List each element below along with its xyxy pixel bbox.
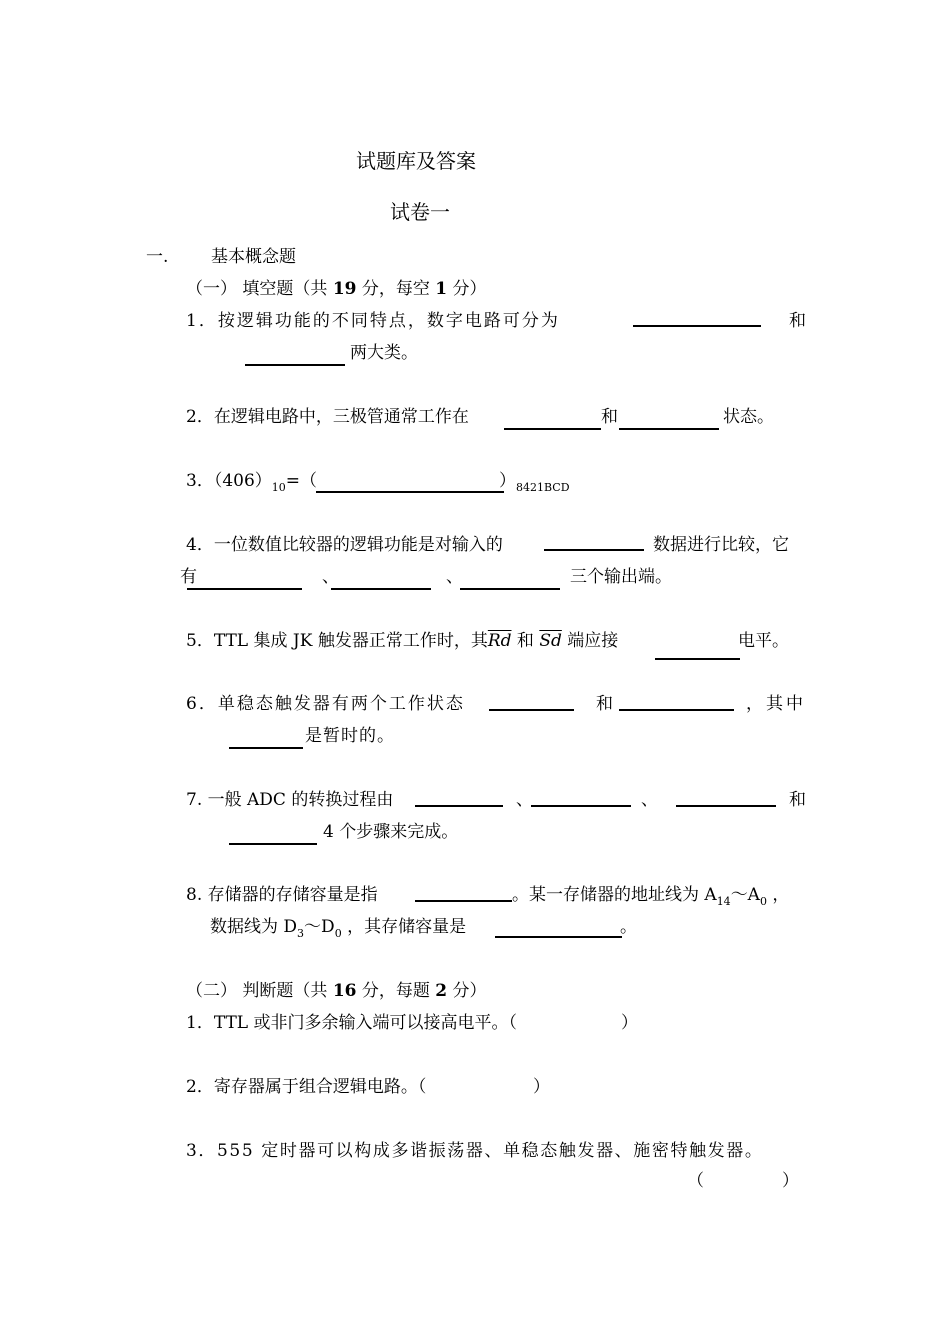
q1-blank-1[interactable] — [633, 325, 761, 327]
q8-blank-1[interactable] — [415, 900, 512, 902]
part1-heading: （一） 填空题（共 19 分，每空 1 分） — [186, 279, 487, 299]
sd-overline: $\overline{Sd}$ — [539, 631, 562, 651]
q3-text: 3．$(406)_{10}=$（ — [186, 471, 318, 494]
q4-sep-1: 、 — [322, 567, 339, 587]
q8-address-line: 。某一存储器的地址线为 $A_{14}\sim A_0$ ， — [512, 885, 790, 908]
q6-qizhong: ，其中 — [746, 694, 806, 714]
part2-heading: （二） 判断题（共 16 分，每题 2 分） — [186, 981, 487, 1001]
q7-blank-2[interactable] — [531, 805, 631, 807]
q1-blank-2[interactable] — [245, 364, 345, 366]
q6-blank-1[interactable] — [489, 709, 574, 711]
j1-text: 1．TTL 或非门多余输入端可以接高电平。（ — [186, 1013, 518, 1033]
q5-end: 电平。 — [738, 631, 789, 651]
q6-blank-3[interactable] — [229, 747, 303, 749]
q5-blank[interactable] — [655, 658, 740, 660]
q6-and: 和 — [596, 694, 613, 714]
rd-overline: $\overline{Rd}$ — [487, 631, 512, 651]
q4-blank-3[interactable] — [331, 588, 431, 590]
q6-blank-2[interactable] — [619, 709, 734, 711]
q4-text: 4．一位数值比较器的逻辑功能是对输入的 — [186, 535, 503, 555]
q8-text: 8. 存储器的存储容量是指 — [186, 885, 378, 905]
j2-text: 2．寄存器属于组合逻辑电路。（ — [186, 1077, 427, 1097]
q7-sep-1: 、 — [516, 790, 533, 810]
q4-blank-2[interactable] — [187, 588, 302, 590]
j3-text: 3．555 定时器可以构成多谐振荡器、单稳态触发器、施密特触发器。 — [186, 1141, 764, 1161]
q4-blank-1[interactable] — [544, 549, 644, 551]
q7-blank-4[interactable] — [229, 843, 317, 845]
q8-data-line: 数据线为 $D_3\sim D_0$ ，其存储容量是 — [210, 917, 467, 940]
q7-blank-1[interactable] — [415, 805, 503, 807]
q7-sep-2: 、 — [641, 790, 658, 810]
q4-end: 三个输出端。 — [570, 567, 672, 587]
q3-close: ）$_{8421BCD}$ — [499, 471, 570, 494]
section-number: 一. — [146, 247, 169, 267]
q4-blank-4[interactable] — [460, 588, 560, 590]
q4-you: 有 — [180, 567, 197, 587]
q7-text: 7. 一般 ADC 的转换过程由 — [186, 790, 394, 810]
q1-end: 两大类。 — [350, 343, 418, 363]
j1-close: ） — [621, 1013, 638, 1033]
document-title: 试题库及答案 — [356, 149, 476, 173]
q6-text: 6．单稳态触发器有两个工作状态 — [186, 694, 465, 714]
q7-and: 和 — [789, 790, 806, 810]
q4-sep-2: 、 — [446, 567, 463, 587]
q7-end: 4 个步骤来完成。 — [323, 822, 459, 842]
q2-and: 和 — [601, 407, 618, 427]
q1-text: 1．按逻辑功能的不同特点，数字电路可分为 — [186, 311, 560, 331]
q5-text: 5．TTL 集成 JK 触发器正常工作时，其$\overline{Rd}$ 和 $\overline{Sd}$ 端应接 — [186, 631, 619, 651]
q6-end: 是暂时的。 — [305, 726, 395, 746]
j3-close: ） — [782, 1171, 799, 1191]
q3-blank[interactable] — [316, 491, 504, 493]
q1-and: 和 — [789, 311, 806, 331]
q2-blank-2[interactable] — [619, 428, 719, 430]
q2-end: 状态。 — [723, 407, 774, 427]
q7-blank-3[interactable] — [676, 805, 776, 807]
j2-close: ） — [533, 1077, 550, 1097]
section-title: 基本概念题 — [211, 247, 296, 267]
q8-end: 。 — [620, 917, 637, 937]
q4-mid: 数据进行比较，它 — [653, 535, 789, 555]
exam-subtitle: 试卷一 — [390, 200, 450, 224]
q2-text: 2．在逻辑电路中，三极管通常工作在 — [186, 407, 469, 427]
q2-blank-1[interactable] — [504, 428, 601, 430]
q8-blank-2[interactable] — [495, 936, 622, 938]
j3-open: （ — [687, 1171, 704, 1191]
